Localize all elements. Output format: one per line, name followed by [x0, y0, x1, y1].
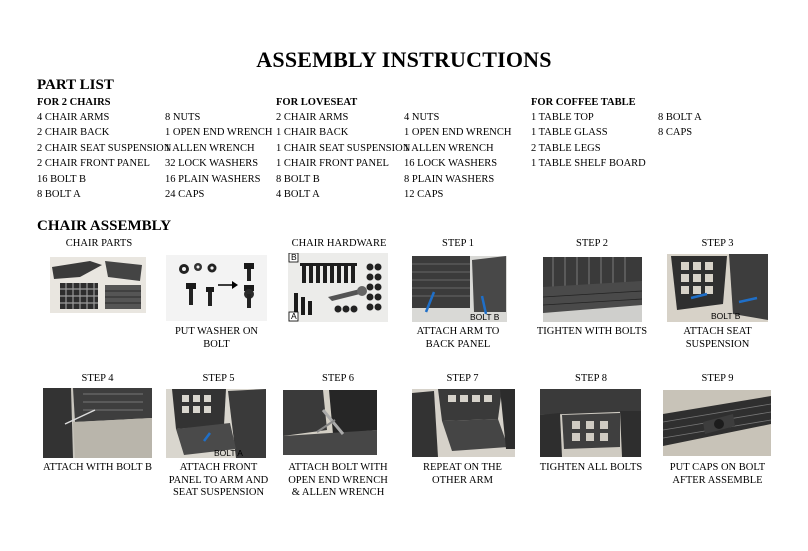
chair-hardware-photo — [288, 253, 388, 322]
step-title: STEP 3 — [701, 238, 734, 249]
step-caption: PUT CAPS ON BOLT AFTER ASSEMBLE — [669, 462, 766, 486]
washer-bolt-photo — [166, 255, 267, 321]
hardware-tag-a: A — [291, 311, 297, 321]
list-item: 1 TABLE TOP — [531, 112, 594, 123]
step2-photo — [543, 257, 642, 322]
list-item: 2 TABLE LEGS — [531, 142, 601, 154]
list-item: 8 NUTS — [165, 112, 201, 123]
coffee-table-heading: FOR COFFEE TABLE — [531, 97, 636, 108]
step1-photo — [412, 256, 507, 322]
coffee-table-list-col2 — [658, 110, 702, 141]
list-item: 4 NUTS — [404, 112, 440, 123]
loveseat-list-col1 — [276, 110, 410, 202]
list-item: 12 CAPS — [404, 189, 444, 201]
list-item: 2 CHAIR BACK — [37, 127, 110, 139]
step-title: STEP 8 — [575, 373, 607, 384]
step-caption: ATTACH BOLT WITH OPEN END WRENCH & ALLEN WRENCH — [288, 462, 388, 498]
step8-photo — [540, 389, 641, 457]
list-item: 1 TABLE SHELF BOARD — [531, 158, 646, 170]
list-item: 1 CHAIR BACK — [276, 127, 349, 139]
step-caption: ATTACH SEAT SUSPENSION — [683, 326, 752, 350]
step-title: STEP 7 — [446, 373, 479, 384]
list-item: 8 PLAIN WASHERS — [404, 173, 495, 185]
bolt-label: BOLT A — [214, 448, 243, 458]
chairs-list-col1 — [37, 110, 171, 202]
step-title: STEP 5 — [202, 373, 235, 384]
list-item: 1 CHAIR SEAT SUSPENSION — [276, 142, 411, 154]
chair-parts-photo — [50, 257, 146, 313]
list-item: 2 CHAIR FRONT PANEL — [37, 158, 150, 170]
chair-assembly-heading: CHAIR ASSEMBLY — [37, 218, 172, 234]
list-item: 8 BOLT B — [276, 173, 320, 185]
chairs-list-col2 — [165, 110, 272, 202]
step5-photo — [166, 389, 266, 458]
step-title: STEP 9 — [701, 373, 734, 384]
step6-photo — [283, 390, 377, 455]
list-item: 2 CHAIR ARMS — [276, 112, 349, 123]
step4-photo — [43, 388, 152, 458]
step-title: STEP 1 — [442, 238, 474, 249]
list-item: 16 BOLT B — [37, 173, 87, 185]
step-caption: ATTACH FRONT PANEL TO ARM AND SEAT SUSPENSION — [168, 462, 269, 498]
step-caption: REPEAT ON THE OTHER ARM — [423, 462, 502, 486]
step-title: STEP 2 — [576, 238, 608, 249]
list-item: 16 LOCK WASHERS — [404, 158, 498, 170]
list-item: 4 CHAIR ARMS — [37, 112, 110, 123]
step9-photo — [663, 390, 771, 456]
step3-photo — [667, 254, 768, 322]
loveseat-list-col2 — [404, 110, 511, 202]
step-title: STEP 4 — [81, 373, 114, 384]
list-item: 1 ALLEN WRENCH — [165, 142, 255, 154]
step-title: CHAIR PARTS — [65, 238, 133, 249]
step-title: CHAIR HARDWARE — [291, 238, 387, 249]
part-list-heading: PART LIST — [37, 77, 114, 93]
list-item: 1 OPEN END WRENCH — [165, 127, 273, 139]
step-caption: TIGHTEN ALL BOLTS — [539, 462, 643, 473]
list-item: 2 CHAIR SEAT SUSPENSION — [37, 142, 172, 154]
step-caption: TIGHTEN WITH BOLTS — [536, 326, 648, 337]
hardware-tag-b: B — [291, 253, 297, 262]
loveseat-heading: FOR LOVESEAT — [276, 97, 358, 108]
page-title: ASSEMBLY INSTRUCTIONS — [256, 47, 552, 72]
step-caption: ATTACH ARM TO BACK PANEL — [416, 326, 500, 350]
list-item: 8 BOLT A — [658, 112, 702, 123]
step7-photo — [412, 389, 515, 457]
list-item: 24 CAPS — [165, 189, 205, 201]
list-item: 32 LOCK WASHERS — [165, 158, 259, 170]
bolt-label: BOLT B — [711, 311, 741, 321]
list-item: 8 CAPS — [658, 127, 693, 139]
step-title: STEP 6 — [322, 373, 354, 384]
list-item: 1 ALLEN WRENCH — [404, 142, 494, 154]
chairs-heading: FOR 2 CHAIRS — [37, 97, 111, 108]
list-item: 1 CHAIR FRONT PANEL — [276, 158, 389, 170]
coffee-table-list-col1 — [531, 110, 646, 172]
list-item: 16 PLAIN WASHERS — [165, 173, 261, 185]
list-item: 1 OPEN END WRENCH — [404, 127, 512, 139]
bolt-label: BOLT B — [470, 312, 500, 322]
list-item: 1 TABLE GLASS — [531, 127, 608, 139]
step-caption: PUT WASHER ON BOLT — [174, 326, 259, 350]
step-caption: ATTACH WITH BOLT B — [43, 462, 152, 473]
list-item: 8 BOLT A — [37, 189, 81, 201]
list-item: 4 BOLT A — [276, 189, 320, 201]
